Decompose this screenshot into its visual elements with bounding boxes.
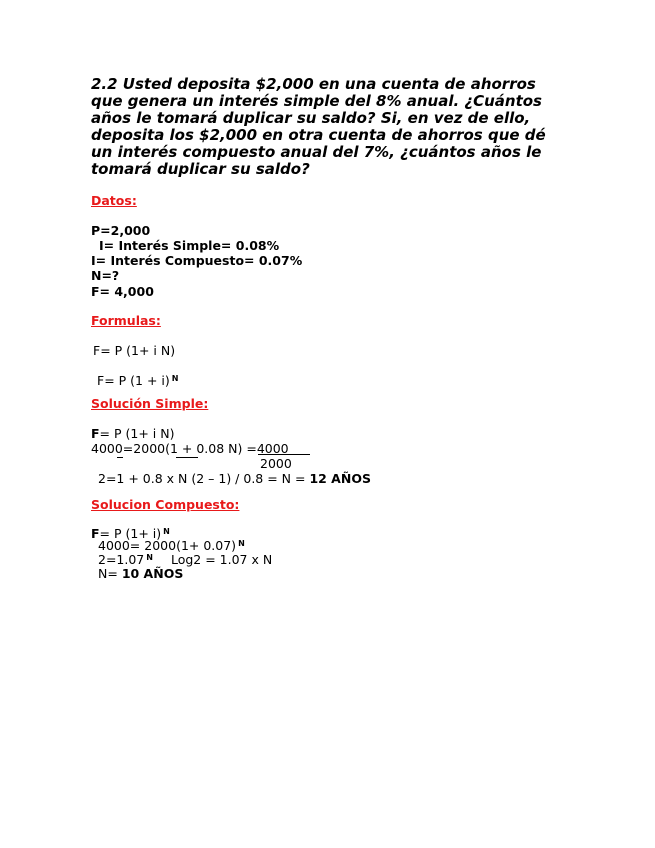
underline-mark (117, 457, 123, 458)
simple-line-1 (91, 426, 174, 441)
problem-line: tomará duplicar su saldo? (91, 160, 310, 178)
compuesto-line-4 (98, 566, 183, 581)
compuesto-answer: 10 AÑOS (121, 566, 184, 581)
problem-line: 2.2 Usted deposita $2,000 en una cuenta de ahorros (91, 75, 536, 93)
compuesto-line-4-text: N= (98, 566, 122, 581)
simple-line-2-text: 4000=2000(1 + 0.08 N) = (91, 441, 257, 456)
compuesto-line-3 (98, 550, 272, 567)
compuesto-line-1-rest: = P (1+ i) (99, 526, 162, 541)
solucion-simple-heading: Solución Simple: (91, 396, 209, 411)
problem-line: deposita los $2,000 en otra cuenta de ahorros que dé (91, 126, 546, 144)
formula-simple: F= P (1+ i N) (93, 343, 176, 358)
simple-line-1-f: F (91, 426, 100, 441)
solucion-compuesto-heading: Solucion Compuesto: (91, 497, 240, 512)
problem-line: que genera un interés simple del 8% anual. ¿Cuántos (91, 92, 542, 110)
simple-answer: 12 AÑOS (309, 471, 371, 486)
compuesto-line-2-exponent: N (238, 539, 245, 548)
simple-line-1-rest: = P (1+ i N) (99, 426, 175, 441)
compuesto-line-1-exponent: N (163, 527, 170, 536)
formula-compuesto-base: F= P (1 + i) (97, 373, 170, 388)
fraction-bar (258, 454, 310, 455)
formulas-heading: Formulas: (91, 313, 161, 328)
datos-p: P=2,000 (91, 223, 151, 238)
underline-mark (176, 457, 198, 458)
compuesto-line-2-text: 4000= 2000(1+ 0.07) (98, 538, 237, 553)
simple-line-2-numerator: 4000 (256, 441, 289, 456)
datos-i-simple: I= Interés Simple= 0.08% (99, 238, 280, 253)
compuesto-line-1-f: F (91, 526, 100, 541)
datos-i-compuesto: I= Interés Compuesto= 0.07% (91, 253, 303, 268)
problem-line: años le tomará duplicar su saldo? Si, en vez de ello, (91, 109, 531, 127)
problem-statement (91, 76, 561, 178)
compuesto-line-3-exponent: N (146, 553, 153, 562)
formula-compuesto (97, 371, 178, 388)
compuesto-line-3-a: 2=1.07 (98, 552, 145, 567)
formula-compuesto-exponent: N (171, 374, 179, 383)
simple-line-3-text: 2=1 + 0.8 x N (2 – 1) / 0.8 = N = (98, 471, 310, 486)
simple-line-2-denominator: 2000 (260, 456, 292, 471)
compuesto-line-3-b: Log2 = 1.07 x N (170, 552, 273, 567)
datos-heading: Datos: (91, 193, 137, 208)
datos-f: F= 4,000 (91, 284, 154, 299)
datos-n: N=? (91, 268, 120, 283)
simple-line-3 (98, 471, 371, 486)
problem-line: un interés compuesto anual del 7%, ¿cuántos años le (91, 143, 542, 161)
